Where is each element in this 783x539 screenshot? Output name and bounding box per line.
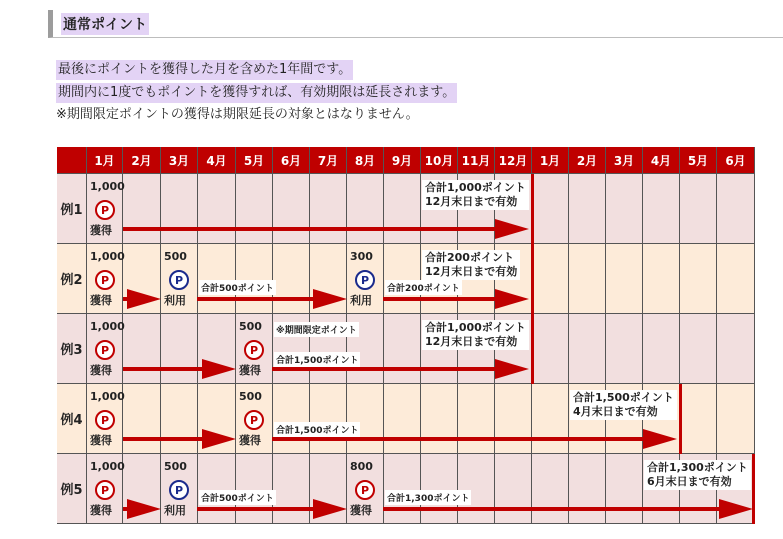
expiry-marker (531, 244, 534, 314)
point-use-icon: P (169, 270, 189, 290)
grid-cell (643, 244, 680, 314)
arrow-line (383, 507, 719, 511)
row-label: 例4 (57, 384, 87, 454)
section-header (48, 10, 783, 38)
month-header: 3月 (606, 147, 643, 174)
header-corner (57, 147, 87, 174)
grid-cell (680, 244, 717, 314)
grid-cell (384, 244, 421, 314)
balance-total: 合計1,300ポイント (647, 461, 748, 474)
point-action: 獲得 (350, 504, 372, 517)
arrow-head (127, 499, 161, 519)
expiry-marker (752, 454, 755, 524)
row-label: 例1 (57, 174, 87, 244)
grid-cell (495, 384, 532, 454)
point-amount: 1,000 (90, 390, 125, 403)
point-use-icon: P (169, 480, 189, 500)
section-title: 通常ポイント (61, 13, 149, 35)
arrow-line (383, 297, 495, 301)
expiry-marker (531, 314, 534, 384)
arrow-head (313, 289, 347, 309)
point-total-note: 合計500ポイント (199, 280, 276, 295)
grid-cell (384, 384, 421, 454)
arrow-line (272, 437, 643, 441)
arrow-line (123, 437, 202, 441)
arrow-head (313, 499, 347, 519)
grid-cell (606, 314, 643, 384)
point-action: 利用 (350, 294, 372, 307)
point-total-note: 合計1,500ポイント (274, 422, 360, 437)
balance-total: 合計200ポイント (425, 251, 514, 264)
grid-cell (532, 174, 569, 244)
grid-cell (717, 314, 755, 384)
arrow-line (123, 227, 495, 231)
grid-cell (458, 454, 495, 524)
point-action: 獲得 (90, 504, 112, 517)
point-action: 獲得 (90, 434, 112, 447)
arrow-head (495, 289, 529, 309)
point-amount: 500 (239, 390, 262, 403)
grid-cell (347, 174, 384, 244)
expiry-marker (679, 384, 682, 454)
grid-cell (236, 244, 273, 314)
grid-cell (680, 174, 717, 244)
point-earn-icon: P (244, 410, 264, 430)
point-action: 獲得 (239, 434, 261, 447)
month-header: 11月 (458, 147, 495, 174)
balance-label (644, 460, 751, 490)
grid-cell (606, 454, 643, 524)
grid-cell (680, 384, 717, 454)
grid-cell (161, 174, 198, 244)
balance-label (570, 390, 677, 420)
arrow-head (202, 429, 236, 449)
point-amount: 1,000 (90, 460, 125, 473)
month-header: 5月 (680, 147, 717, 174)
point-action: 利用 (164, 294, 186, 307)
point-earn-icon: P (95, 340, 115, 360)
grid-cell (273, 244, 310, 314)
month-header: 6月 (273, 147, 310, 174)
point-total-note: 合計500ポイント (199, 490, 276, 505)
grid-cell (273, 384, 310, 454)
grid-cell (161, 384, 198, 454)
arrow-head (643, 429, 677, 449)
grid-cell (569, 454, 606, 524)
point-total-note: 合計1,300ポイント (385, 490, 471, 505)
month-header: 10月 (421, 147, 458, 174)
point-action: 利用 (164, 504, 186, 517)
month-header: 7月 (310, 147, 347, 174)
grid-cell (569, 314, 606, 384)
arrow-line (272, 367, 495, 371)
month-header: 1月 (87, 147, 123, 174)
grid-cell (123, 384, 161, 454)
grid-cell (198, 174, 236, 244)
balance-total: 合計1,500ポイント (573, 391, 674, 404)
balance-label (422, 180, 529, 210)
point-earn-icon: P (95, 480, 115, 500)
point-amount: 500 (164, 460, 187, 473)
point-amount: 500 (164, 250, 187, 263)
grid-cell (273, 454, 310, 524)
grid-cell (606, 174, 643, 244)
grid-cell (606, 244, 643, 314)
description-line-2: 期間内に1度でもポイントを獲得すれば、有効期限は延長されます。 (56, 83, 457, 103)
grid-cell (123, 174, 161, 244)
point-total-note: 合計1,500ポイント (274, 352, 360, 367)
grid-cell (384, 314, 421, 384)
month-header: 12月 (495, 147, 532, 174)
month-header: 4月 (643, 147, 680, 174)
balance-expiry: 12月末日まで有効 (425, 195, 518, 208)
grid-cell (717, 174, 755, 244)
description-line-1: 最後にポイントを獲得した月を含めた1年間です。 (56, 60, 353, 80)
grid-cell (310, 384, 347, 454)
month-header: 2月 (569, 147, 606, 174)
month-header: 4月 (198, 147, 236, 174)
point-earn-icon: P (95, 270, 115, 290)
grid-cell (384, 174, 421, 244)
arrow-head (719, 499, 753, 519)
month-header: 5月 (236, 147, 273, 174)
arrow-line (197, 297, 313, 301)
grid-cell (458, 384, 495, 454)
row-label: 例5 (57, 454, 87, 524)
expiry-marker (531, 174, 534, 244)
grid-cell (310, 174, 347, 244)
grid-cell (680, 314, 717, 384)
month-header: 9月 (384, 147, 421, 174)
month-header: 1月 (532, 147, 569, 174)
month-header: 8月 (347, 147, 384, 174)
grid-cell (273, 174, 310, 244)
arrow-head (202, 359, 236, 379)
grid-cell (643, 174, 680, 244)
balance-label (422, 320, 529, 350)
month-header: 6月 (717, 147, 755, 174)
description-note: ※期間限定ポイントの獲得は期限延長の対象とはなりません。 (56, 107, 419, 122)
point-amount: 800 (350, 460, 373, 473)
grid-cell (569, 244, 606, 314)
grid-cell (421, 454, 458, 524)
point-action: 獲得 (90, 364, 112, 377)
arrow-head (495, 359, 529, 379)
grid-cell (236, 454, 273, 524)
month-header: 2月 (123, 147, 161, 174)
grid-cell (717, 384, 755, 454)
grid-cell (421, 384, 458, 454)
point-amount: 1,000 (90, 180, 125, 193)
grid-cell (532, 314, 569, 384)
grid-cell (532, 454, 569, 524)
point-action: 獲得 (90, 224, 112, 237)
point-action: 獲得 (239, 364, 261, 377)
balance-label (422, 250, 520, 280)
arrow-line (123, 367, 202, 371)
point-earn-icon: P (95, 410, 115, 430)
point-total-note: ※期間限定ポイント (274, 322, 359, 337)
grid-cell (717, 244, 755, 314)
grid-cell (532, 384, 569, 454)
grid-cell (161, 314, 198, 384)
grid-cell (347, 384, 384, 454)
point-use-icon: P (355, 270, 375, 290)
point-amount: 1,000 (90, 320, 125, 333)
grid-cell (123, 314, 161, 384)
arrow-head (127, 289, 161, 309)
month-header: 3月 (161, 147, 198, 174)
point-earn-icon: P (355, 480, 375, 500)
point-amount: 1,000 (90, 250, 125, 263)
grid-cell (198, 454, 236, 524)
grid-cell (643, 314, 680, 384)
point-amount: 500 (239, 320, 262, 333)
point-total-note: 合計200ポイント (385, 280, 462, 295)
row-label: 例3 (57, 314, 87, 384)
grid-cell (495, 454, 532, 524)
balance-total: 合計1,000ポイント (425, 181, 526, 194)
arrow-head (495, 219, 529, 239)
grid-cell (532, 244, 569, 314)
point-amount: 300 (350, 250, 373, 263)
balance-expiry: 12月末日まで有効 (425, 265, 518, 278)
grid-cell (198, 244, 236, 314)
grid-cell (236, 174, 273, 244)
point-earn-icon: P (244, 340, 264, 360)
grid-cell (569, 174, 606, 244)
balance-expiry: 6月末日まで有効 (647, 475, 732, 488)
point-action: 獲得 (90, 294, 112, 307)
arrow-line (197, 507, 313, 511)
balance-expiry: 4月末日まで有効 (573, 405, 658, 418)
row-label: 例2 (57, 244, 87, 314)
balance-expiry: 12月末日まで有効 (425, 335, 518, 348)
point-earn-icon: P (95, 200, 115, 220)
balance-total: 合計1,000ポイント (425, 321, 526, 334)
point-expiry-table (57, 147, 757, 523)
grid-cell (384, 454, 421, 524)
